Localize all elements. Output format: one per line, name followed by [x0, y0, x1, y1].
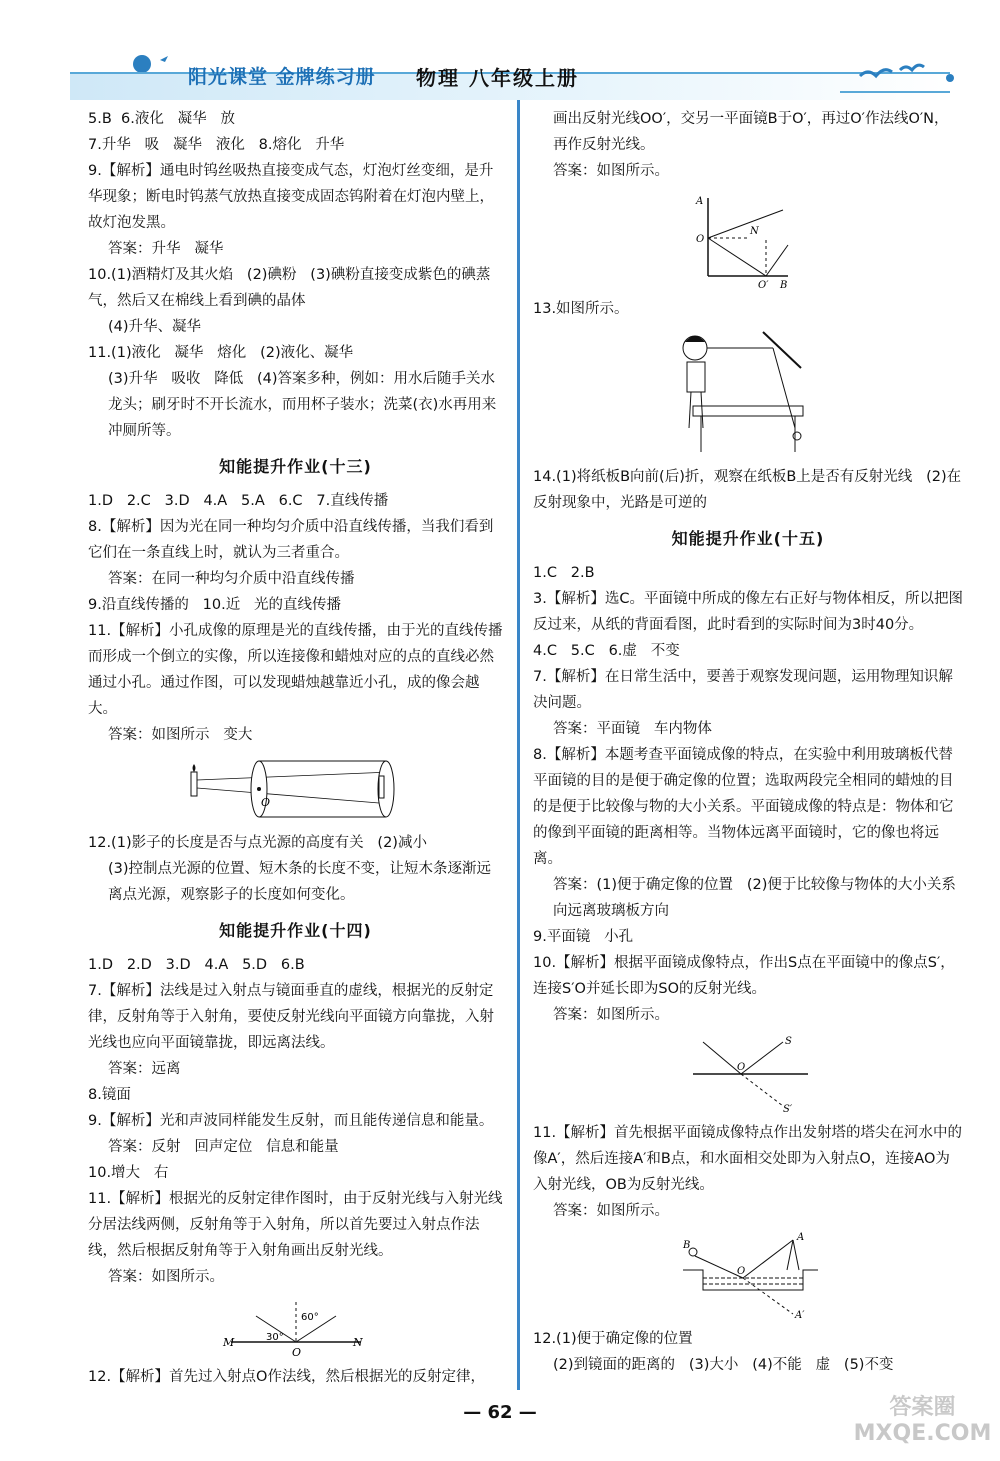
answer-line: (3)控制点光源的位置、短木条的长度不变，让短木条逐渐远离点光源，观察影子的长度如何变化。 [108, 861, 492, 903]
answer-line: 3.【解析】选C。平面镜中所成的像左右正好与物体相反，所以把图反过来，从纸的背面看图，此时看到的实际时间为3时40分。 [533, 591, 963, 633]
figure-label: A′ [795, 1310, 805, 1320]
right-column [533, 106, 970, 1378]
answer-line: 答案：反射 回声定位 信息和能量 [108, 1139, 339, 1155]
boy-mirror-figure [673, 328, 823, 458]
birds-icon [840, 56, 960, 96]
answer-line: 4.C 5.C 6.虚 不变 [533, 643, 680, 659]
section-heading-13: 知能提升作业(十三) [219, 457, 372, 476]
answer-line: 答案：(1)便于确定像的位置 (2)便于比较像与物体的大小关系 向远离玻璃板方向 [553, 877, 970, 919]
figure-label: N [352, 1336, 363, 1349]
answer-line: 12.【解析】首先过入射点O作法线，然后根据光的反射定律， [88, 1369, 485, 1385]
answer-line: 答案：如图所示。 [553, 1007, 669, 1023]
answer-line: 1.C 2.B [533, 565, 595, 581]
figure-label: M [222, 1336, 234, 1349]
page-header [70, 52, 960, 96]
answer-line: 12.(1)便于确定像的位置 [533, 1331, 693, 1347]
answer-line: 答案：如图所示。 [108, 1269, 224, 1285]
watermark-logo: 答案圈 MXQE.COM [853, 1395, 992, 1446]
figure-label: B [683, 1240, 691, 1251]
answer-line: 10.增大 右 [88, 1165, 169, 1181]
section-heading-14: 知能提升作业(十四) [219, 921, 372, 940]
answer-line: 11.【解析】根据光的反射定律作图时，由于反射光线与入射光线分居法线两侧，反射角等于入射角，所以首先要过入射点作法线，然后根据反射角等于入射角画出反射光线。 [88, 1191, 503, 1259]
answer-line: 答案：在同一种均匀介质中沿直线传播 [108, 571, 355, 587]
left-column [88, 106, 503, 1390]
answer-line: 12.(1)影子的长度是否与点光源的高度有关 (2)减小 [88, 835, 427, 851]
answer-line: 10.【解析】根据平面镜成像特点，作出S点在平面镜中的像点S′，连接S′O并延长即为SO的反射光线。 [533, 955, 955, 997]
answer-line: 9.【解析】光和声波同样能发生反射，而且能传递信息和能量。 [88, 1113, 494, 1129]
reflection-figure [221, 1296, 371, 1358]
pinhole-camera-figure [181, 754, 411, 824]
answer-line: 7.【解析】法线是过入射点与镜面垂直的虚线，根据光的反射定律，反射角等于入射角，要使反射光线向平面镜方向靠拢，入射光线也应向平面镜靠拢，即远离法线。 [88, 983, 494, 1051]
answer-line: 答案：平面镜 车内物体 [553, 721, 712, 737]
answer-line: 答案：如图所示。 [553, 1203, 669, 1219]
figure-label: O [737, 1062, 746, 1073]
answer-line: 11.【解析】首先根据平面镜成像特点作出发射塔的塔尖在河水中的像A′，然后连接A′和B点，和水面相交处即为入射点O，连接AO为入射光线，OB为反射光线。 [533, 1125, 963, 1193]
subject-title: 物理 八年级上册 [416, 66, 579, 90]
answer-line: 8.镜面 [88, 1087, 131, 1103]
answer-line: (2)到镜面的距离的 (3)大小 (4)不能 虚 (5)不变 [553, 1357, 894, 1373]
brand-title: 阳光课堂 金牌练习册 [188, 66, 376, 88]
figure-label: O [291, 1346, 301, 1358]
figure-label: S [785, 1036, 792, 1047]
figure-label: O [696, 234, 705, 245]
mirror-image-figure [683, 1034, 813, 1114]
answer-line: (4)升华、凝华 [108, 319, 202, 335]
answer-line: 答案：远离 [108, 1061, 181, 1077]
answer-line: 7.升华 吸 凝华 液化 8.熔化 升华 [88, 137, 345, 153]
figure-label: S′ [783, 1104, 793, 1114]
answer-line: 10.(1)酒精灯及其火焰 (2)碘粉 (3)碘粉直接变成紫色的碘蒸气，然后又在棉线上看到碘的晶体 [88, 267, 491, 309]
answer-line: 11.【解析】小孔成像的原理是光的直线传播，由于光的直线传播而形成一个倒立的实像，所以连接像和蜡烛对应的点的直线必然通过小孔。通过作图，可以发现蜡烛越靠近小孔，成的像会越大。 [88, 623, 503, 717]
answer-line: 11.(1)液化 凝华 熔化 (2)液化、凝华 [88, 345, 354, 361]
figure-label: A [696, 196, 704, 207]
answer-line: 答案：如图所示 变大 [108, 727, 253, 743]
river-tower-figure [673, 1230, 823, 1320]
figure-label: O′ [758, 280, 769, 290]
answer-line: 8.【解析】因为光在同一种均匀介质中沿直线传播，当我们看到它们在一条直线上时，就认为三者重合。 [88, 519, 494, 561]
section-heading-15: 知能提升作业(十五) [671, 529, 825, 548]
figure-label: O [260, 796, 270, 809]
figure-label: N [750, 226, 759, 237]
two-mirror-figure [688, 190, 808, 290]
page-number: — 62 — [463, 1402, 537, 1423]
answer-line: 7.【解析】在日常生活中，要善于观察发现问题，运用物理知识解决问题。 [533, 669, 953, 711]
answer-line: 13.如图所示。 [533, 301, 629, 317]
answer-line: 14.(1)将纸板B向前(后)折，观察在纸板B上是否有反射光线 (2)在反射现象中，光路是可逆的 [533, 469, 962, 511]
figure-label: A [797, 1232, 805, 1243]
answer-line: 9.沿直线传播的 10.近 光的直线传播 [88, 597, 342, 613]
answer-line: 画出反射光线OO′，交另一平面镜B于O′，再过O′作法线O′N，再作反射光线。 [553, 111, 949, 153]
answer-line: (3)升华 吸收 降低 (4)答案多种，例如：用水后随手关水龙头；刷牙时不开长流水，而用杯子装水；洗菜(衣)水再用来冲厕所等。 [108, 371, 497, 439]
answer-line: 答案：如图所示。 [553, 163, 669, 179]
answer-line: 5.B 6.液化 凝华 放 [88, 111, 235, 127]
figure-label: 30° [265, 1332, 284, 1343]
answer-line: 1.D 2.C 3.D 4.A 5.A 6.C 7.直线传播 [88, 493, 389, 509]
answer-line: 8.【解析】本题考查平面镜成像的特点，在实验中利用玻璃板代替平面镜的目的是便于确定像的位置；选取两段完全相同的蜡烛的目的是便于比较像与物的大小关系。平面镜成像的特点是：物体和它的像到平面镜的距离相等。当物体远离平面镜时，它的像也将远离。 [533, 747, 954, 867]
answer-line: 9.平面镜 小孔 [533, 929, 634, 945]
figure-label: 60° [300, 1312, 319, 1323]
answer-line: 9.【解析】通电时钨丝吸热直接变成气态，灯泡灯丝变细，是升华现象；断电时钨蒸气放热直接变成固态钨附着在灯泡内壁上，故灯泡发黑。 [88, 163, 494, 231]
figure-label: O [737, 1266, 746, 1277]
answer-line: 1.D 2.D 3.D 4.A 5.D 6.B [88, 957, 305, 973]
column-divider [517, 100, 520, 1390]
answer-line: 答案：升华 凝华 [108, 241, 224, 257]
figure-label: B [780, 280, 788, 290]
